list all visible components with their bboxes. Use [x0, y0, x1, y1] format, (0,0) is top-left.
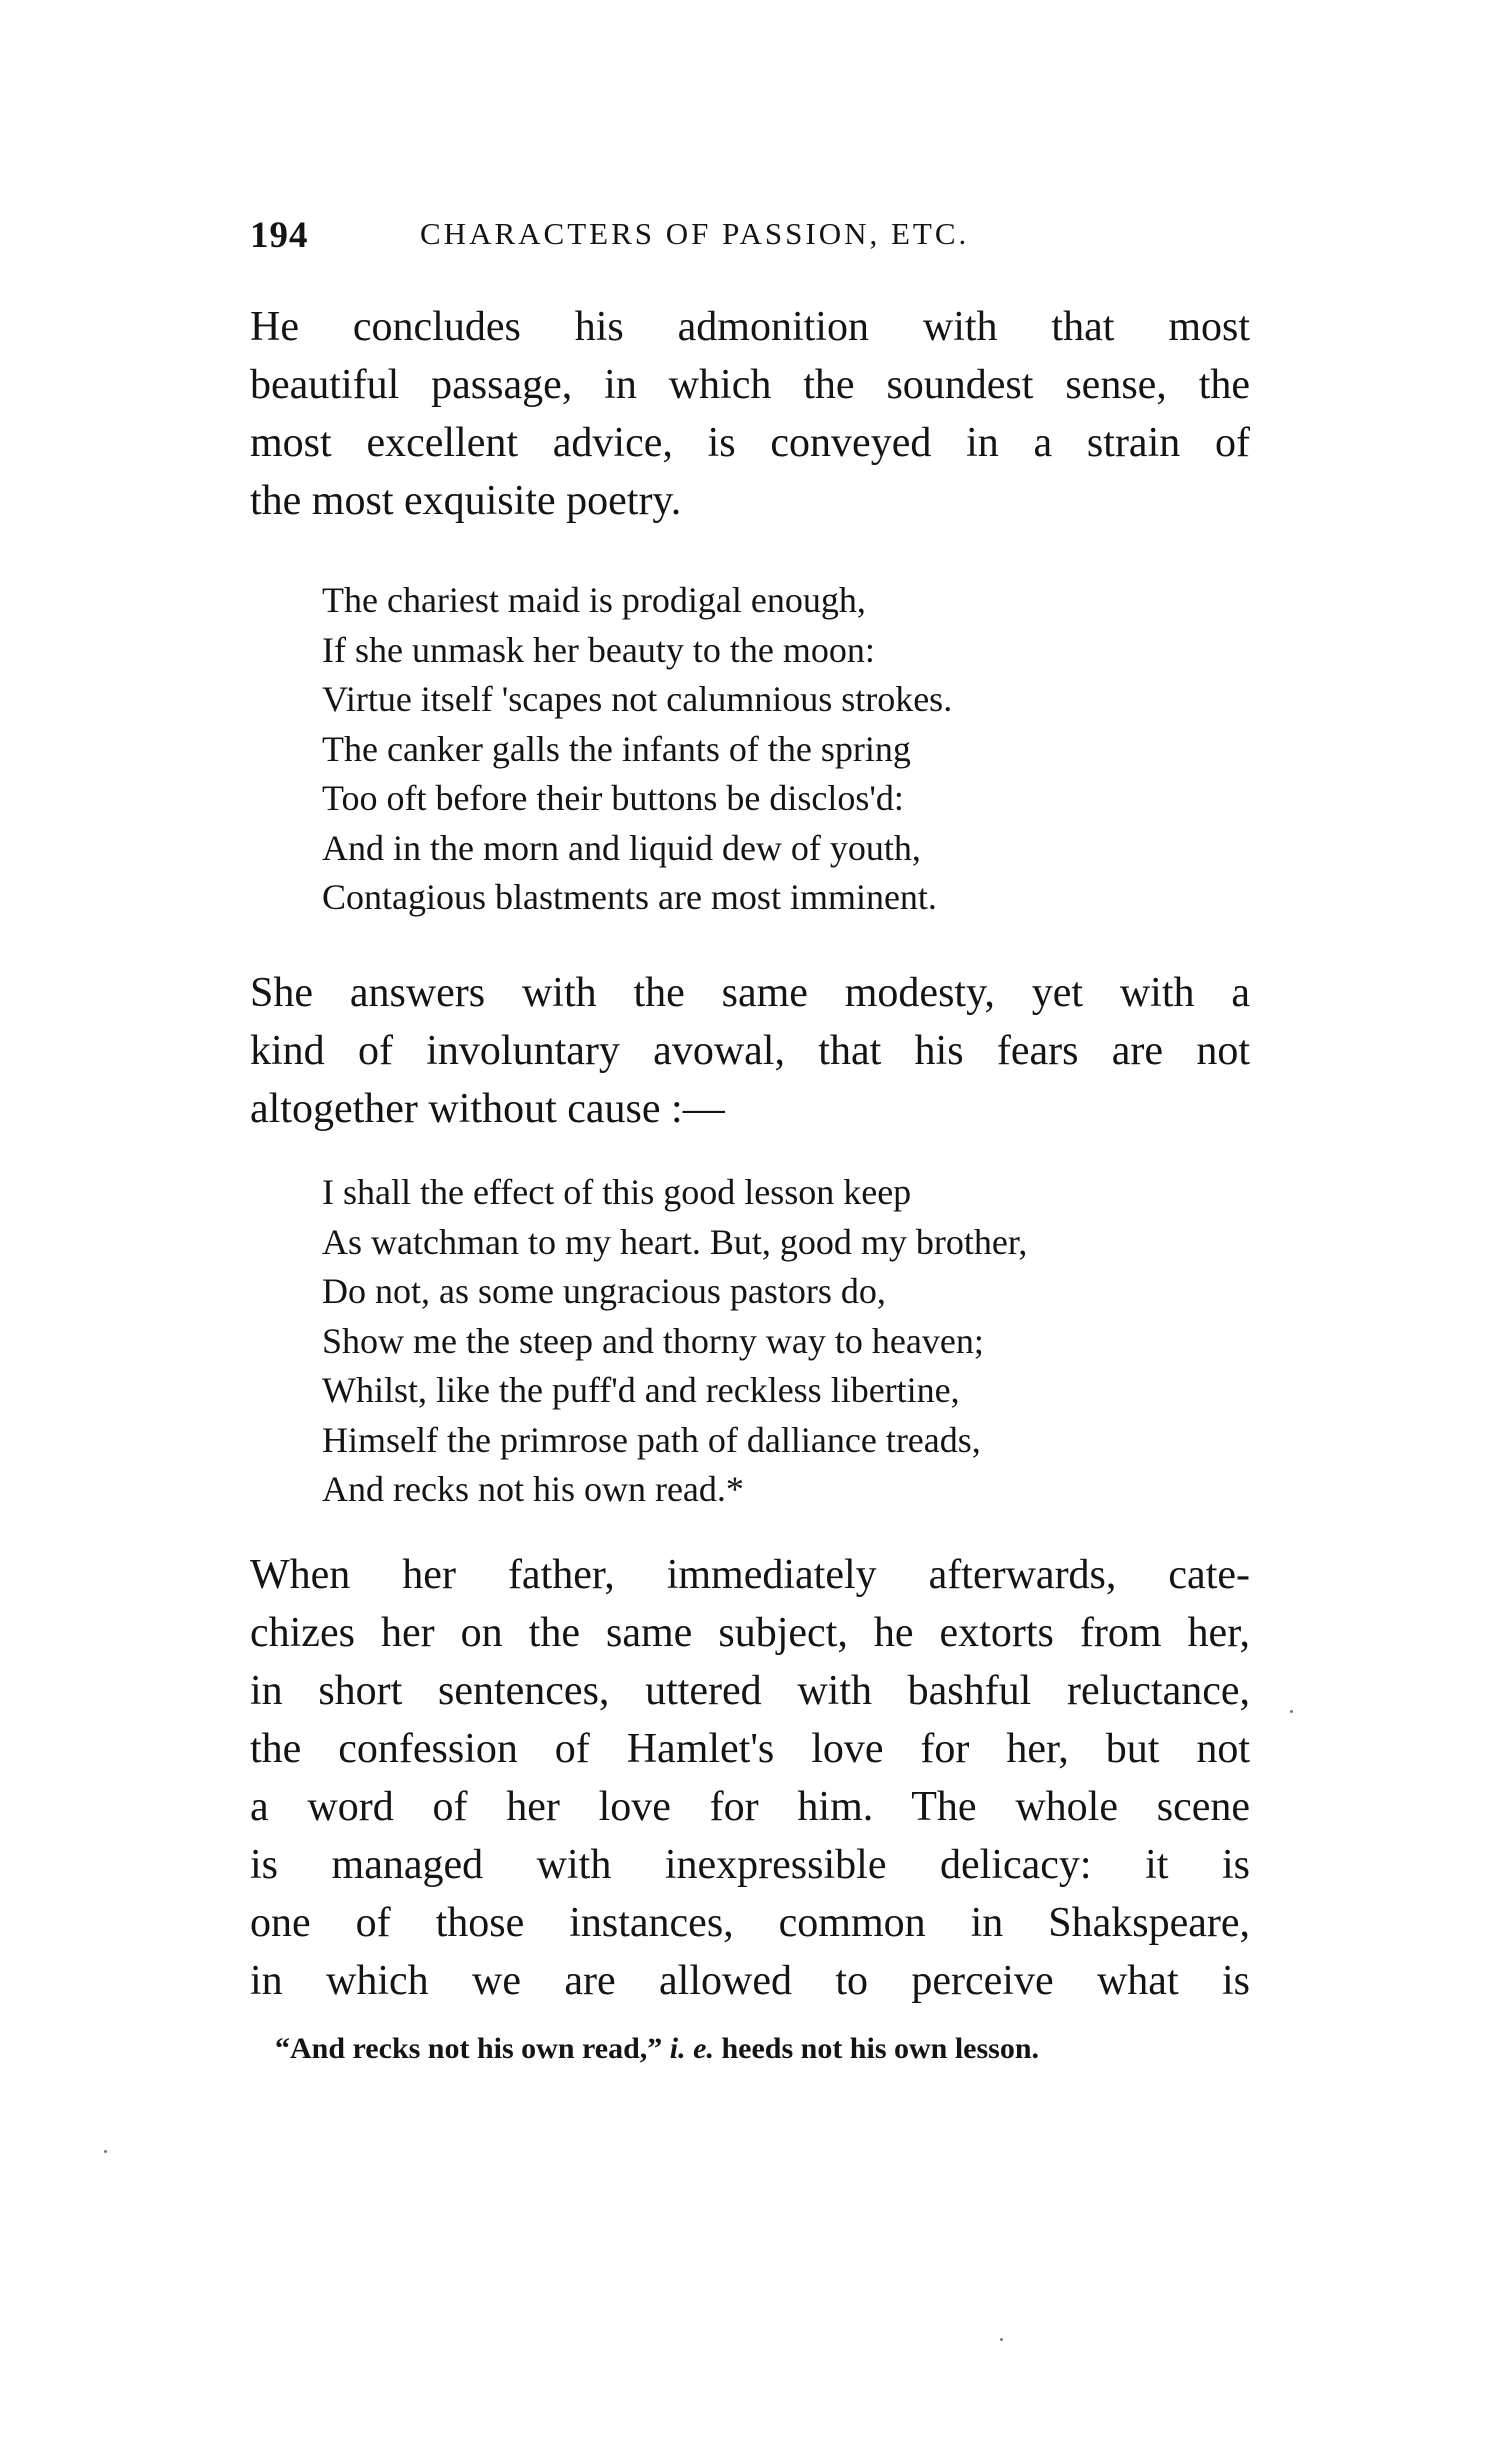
paragraph-father [250, 1546, 1250, 2010]
verse-line: Whilst, like the puff'd and reckless libertine, [322, 1370, 960, 1410]
text-line: the most exquisite poetry. [250, 478, 682, 524]
text-line: most excellent advice, is conveyed in a strain of [250, 420, 1250, 466]
footnote-rest: heeds not his own lesson. [713, 2032, 1040, 2065]
verse-line: Contagious blastments are most imminent. [322, 877, 937, 917]
text-line: chizes her on the same subject, he extorts from her, [250, 1610, 1250, 1656]
verse-line: And in the morn and liquid dew of youth, [322, 827, 921, 868]
text-line: beautiful passage, in which the soundest sense, the [250, 362, 1250, 408]
text-line: a word of her love for him. The whole scene [250, 1784, 1250, 1830]
verse-line: I shall the effect of this good lesson keep [322, 1172, 912, 1212]
text-line: in which we are allowed to perceive what is [250, 1958, 1250, 2004]
text-line: kind of involuntary avowal, that his fears are not [250, 1028, 1250, 1074]
verse-good-lesson [322, 1168, 1222, 1515]
verse-line: Do not, as some ungracious pastors do, [322, 1271, 886, 1311]
footnote-abbrev: i. e. [669, 2032, 714, 2065]
verse-line: And recks not his own read.* [322, 1469, 744, 1509]
paper-speck [1290, 1710, 1293, 1713]
footnote-quote: “And recks not his own read,” [275, 2032, 670, 2065]
running-head: CHARACTERS OF PASSION, ETC. [420, 216, 970, 251]
paragraph-admonition [250, 298, 1250, 530]
verse-line: The chariest maid is prodigal enough, [322, 580, 866, 620]
verse-line: If she unmask her beauty to the moon: [322, 629, 875, 670]
footnote [275, 2032, 1039, 2066]
verse-line: Virtue itself 'scapes not calumnious strokes. [322, 679, 953, 719]
text-line: She answers with the same modesty, yet with a [250, 970, 1250, 1016]
text-line: altogether without cause :— [250, 1086, 725, 1132]
text-line: one of those instances, common in Shakspeare, [250, 1900, 1250, 1946]
verse-line: Too oft before their buttons be disclos'd: [322, 778, 904, 818]
verse-line: Show me the steep and thorny way to heaven; [322, 1320, 984, 1361]
page-number: 194 [250, 215, 309, 256]
paragraph-answer [250, 964, 1250, 1138]
text-line: in short sentences, uttered with bashful reluctance, [250, 1668, 1250, 1714]
text-line: the confession of Hamlet's love for her, but not [250, 1726, 1250, 1772]
verse-line: The canker galls the infants of the spring [322, 728, 911, 769]
verse-line: Himself the primrose path of dalliance treads, [322, 1419, 981, 1460]
text-line: When her father, immediately afterwards, cate- [250, 1552, 1250, 1598]
text-line: is managed with inexpressible delicacy: it is [250, 1842, 1250, 1888]
verse-line: As watchman to my heart. But, good my brother, [322, 1221, 1028, 1262]
page-header [250, 214, 1250, 260]
paper-speck [1000, 2338, 1003, 2341]
text-line: He concludes his admonition with that most [250, 304, 1250, 350]
paper-speck [104, 2150, 107, 2153]
verse-chariest-maid [322, 576, 1222, 923]
